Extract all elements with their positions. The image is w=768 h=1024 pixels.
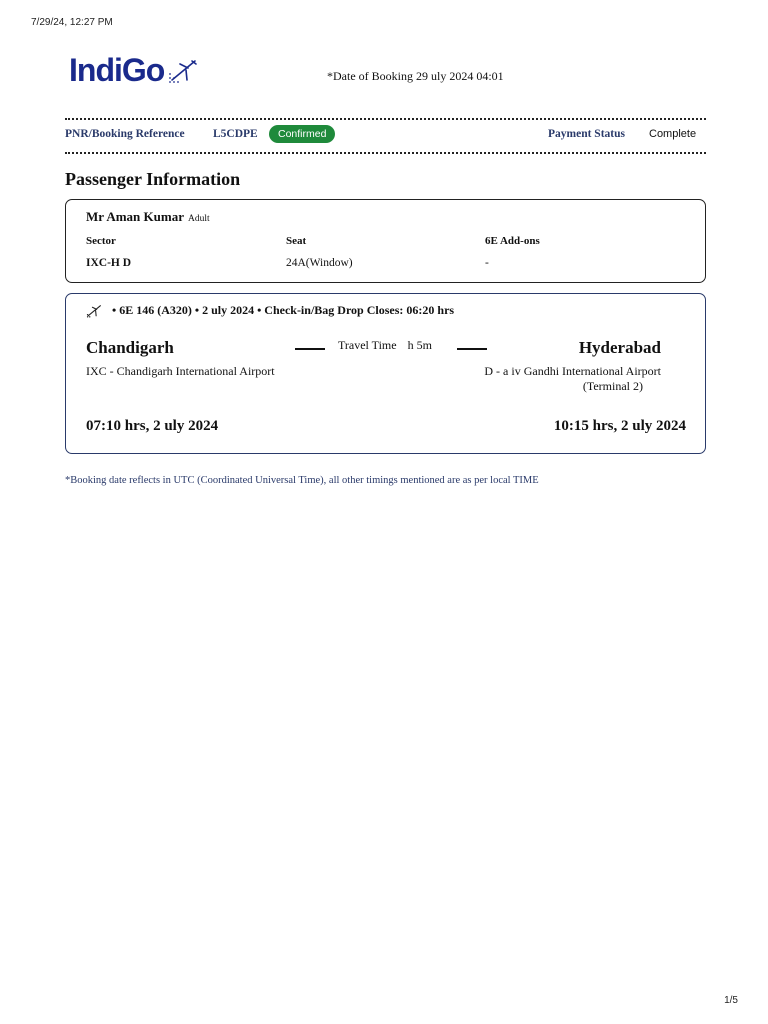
status-badge: Confirmed xyxy=(269,125,335,143)
flight-summary-line xyxy=(86,303,454,318)
booking-date: *Date of Booking 29 uly 2024 04:01 xyxy=(327,69,504,83)
travel-time-label: Travel Time xyxy=(338,338,397,352)
seat-label: Seat xyxy=(286,235,307,247)
plane-icon xyxy=(168,58,198,84)
travel-time xyxy=(338,338,432,353)
route-dash xyxy=(457,348,487,350)
route-dash xyxy=(295,348,325,350)
footnote: *Booking date reflects in UTC (Coordinated Universal Time), all other timings mentioned are as per local TIME xyxy=(65,475,539,486)
passenger-name: Mr Aman Kumar xyxy=(86,209,184,224)
flight-card xyxy=(65,293,706,454)
destination-city: Hyderabad xyxy=(578,338,661,357)
seat-value: 24A(Window) xyxy=(286,257,353,269)
passenger-type: Adult xyxy=(187,214,210,224)
payment-status-value: Complete xyxy=(649,128,697,140)
payment-status-label: Payment Status xyxy=(548,128,625,140)
departure-time: 07:10 hrs, 2 uly 2024 xyxy=(86,418,219,434)
addons-label: 6E Add-ons xyxy=(485,235,540,247)
destination-airport-name: D - a iv Gandhi International Airport xyxy=(484,364,661,378)
divider xyxy=(65,118,706,120)
destination-terminal: (Terminal 2) xyxy=(582,379,643,393)
indigo-logo xyxy=(69,52,198,89)
sector-value: IXC-H D xyxy=(86,257,132,269)
passenger-card xyxy=(65,199,706,283)
plane-icon xyxy=(86,304,102,318)
page-number: 1/5 xyxy=(724,995,738,1006)
reference-row xyxy=(65,124,706,148)
origin-airport: IXC - Chandigarh International Airport xyxy=(86,364,275,378)
pnr-value: L5CDPE xyxy=(213,128,258,140)
flight-summary: • 6E 146 (A320) • 2 uly 2024 • Check-in/Bag Drop Closes: 06:20 hrs xyxy=(112,303,455,317)
destination-airport xyxy=(484,364,661,394)
section-title: Passenger Information xyxy=(65,169,241,189)
print-timestamp: 7/29/24, 12:27 PM xyxy=(31,17,113,28)
addons-value: - xyxy=(485,257,489,269)
travel-time-value: h 5m xyxy=(407,338,432,352)
origin-city: Chandigarh xyxy=(86,338,174,357)
logo-text: IndiGo xyxy=(69,52,165,88)
pnr-label: PNR/Booking Reference xyxy=(65,128,185,140)
sector-label: Sector xyxy=(86,235,116,247)
arrival-time: 10:15 hrs, 2 uly 2024 xyxy=(553,418,686,434)
divider xyxy=(65,152,706,154)
passenger-name-line xyxy=(86,209,210,225)
